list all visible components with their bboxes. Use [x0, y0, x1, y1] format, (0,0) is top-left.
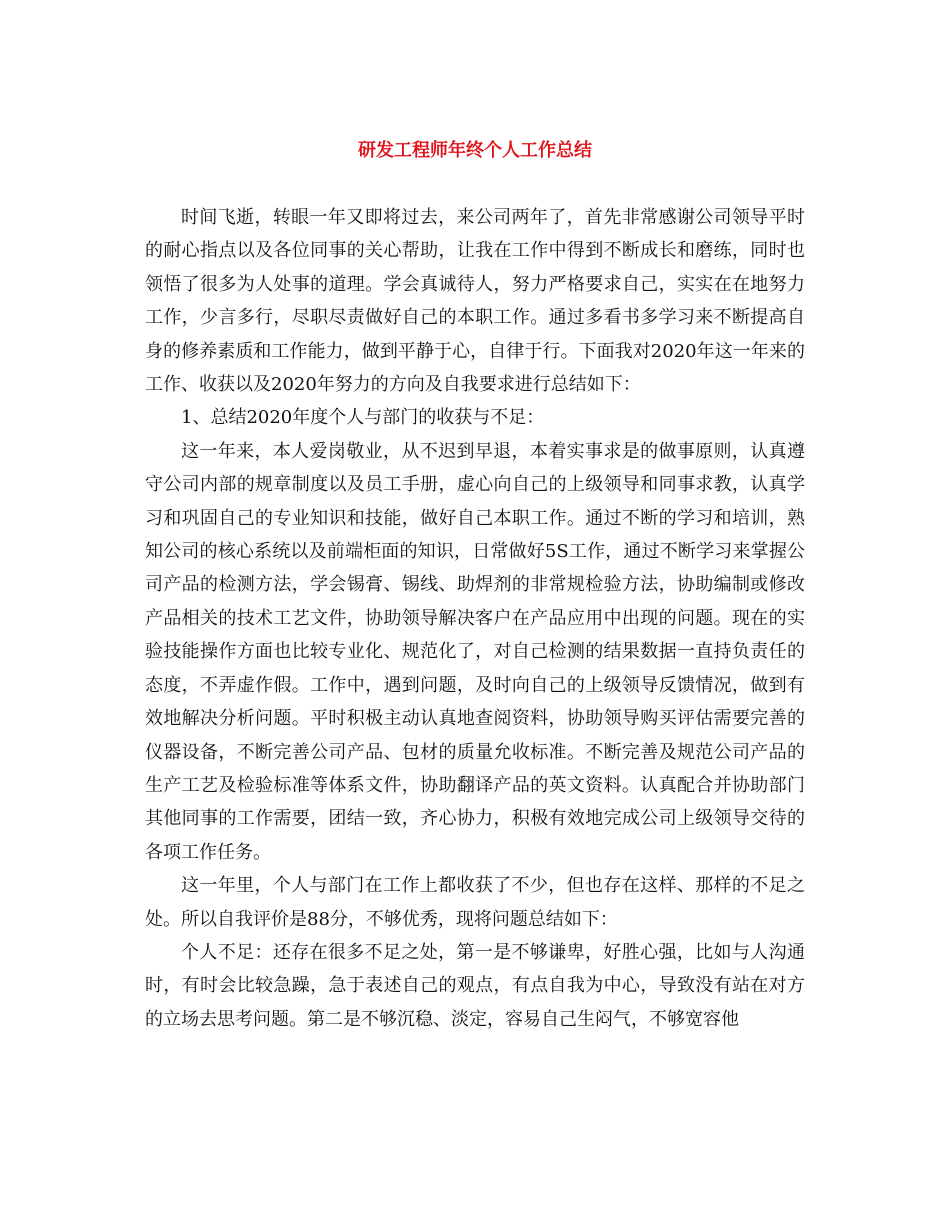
document-title: 研发工程师年终个人工作总结	[358, 140, 592, 161]
paragraph-section-heading: 1、总结2020年度个人与部门的收获与不足：	[181, 407, 545, 429]
document-body	[145, 201, 805, 1036]
paragraph-self-evaluation: 这一年里，个人与部门在工作上都收获了不少，但也存在这样、那样的不足之处。所以自我评价是88分，不够优秀，现将问题总结如下：	[145, 875, 805, 930]
paragraph-intro: 时间飞逝，转眼一年又即将过去，来公司两年了，首先非常感谢公司领导平时的耐心指点以及各位同事的关心帮助，让我在工作中得到不断成长和磨练，同时也领悟了很多为人处事的道理。学会真诚待人，努力严格要求自己，实实在在地努力工作，少言多行，尽职尽责做好自己的本职工作。通过多看书多学习来不断提高自身的修养素质和工作能力，做到平静于心，自律于行。下面我对2020年这一年来的工作、收获以及2020年努力的方向及自我要求进行总结如下：	[145, 207, 805, 396]
paragraph-achievements: 这一年来，本人爱岗敬业，从不迟到早退，本着实事求是的做事原则，认真遵守公司内部的规章制度以及员工手册，虚心向自己的上级领导和同事求教，认真学习和巩固自己的专业知识和技能，做好自己本职工作。通过不断的学习和培训，熟知公司的核心系统以及前端柜面的知识，日常做好5S工作，通过不断学习来掌握公司产品的检测方法，学会锡膏、锡线、助焊剂的非常规检验方法，协助编制或修改产品相关的技术工艺文件，协助领导解决客户在产品应用中出现的问题。现在的实验技能操作方面也比较专业化、规范化了，对自己检测的结果数据一直持负责任的态度，不弄虚作假。工作中，遇到问题，及时向自己的上级领导反馈情况，做到有效地解决分析问题。平时积极主动认真地查阅资料，协助领导购买评估需要完善的仪器设备，不断完善公司产品、包材的质量允收标准。不断完善及规范公司产品的生产工艺及检验标准等体系文件，协助翻译产品的英文资料。认真配合并协助部门其他同事的工作需要，团结一致，齐心协力，积极有效地完成公司上级领导交待的各项工作任务。	[145, 440, 805, 863]
paragraph-personal-shortcomings: 个人不足：还存在很多不足之处，第一是不够谦卑，好胜心强，比如与人沟通时，有时会比较急躁，急于表述自己的观点，有点自我为中心，导致没有站在对方的立场去思考问题。第二是不够沉稳、淡定，容易自己生闷气，不够宽容他	[145, 941, 805, 1030]
